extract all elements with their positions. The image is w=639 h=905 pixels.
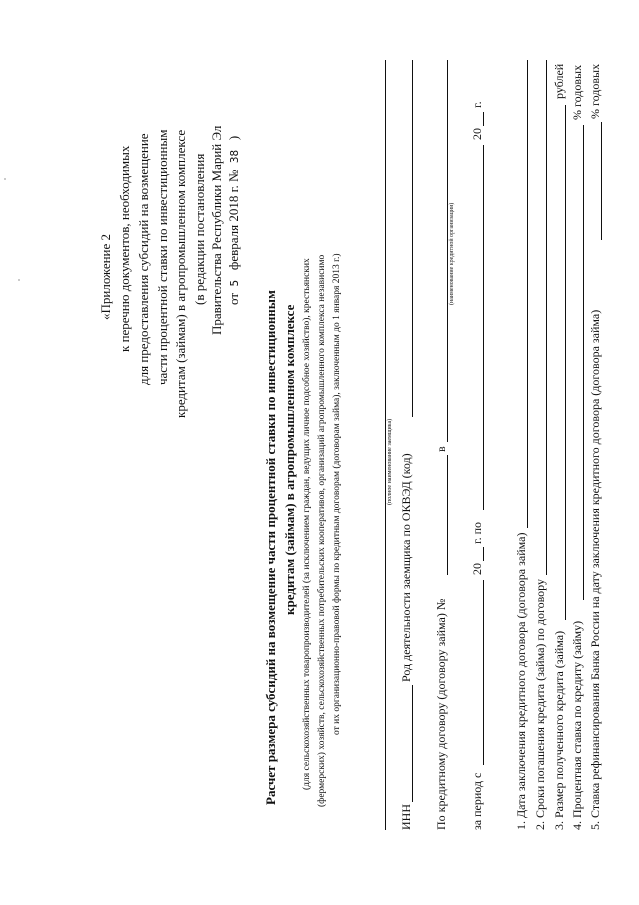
- item-1-field[interactable]: [527, 60, 528, 528]
- title-line-1: Расчет размера субсидий на возмещение части процентной ставки по инвестиционным: [263, 290, 278, 805]
- contract-number-field[interactable]: [447, 455, 448, 575]
- appendix-date-line: [226, 136, 242, 305]
- item-2-field[interactable]: [546, 60, 547, 575]
- appendix-text-line: части процентной ставки по инвестиционным: [155, 129, 170, 385]
- item-3-field[interactable]: [565, 105, 566, 620]
- item-4-field[interactable]: [583, 125, 584, 600]
- borrower-caption: (полное наименование заемщика): [387, 418, 393, 505]
- period-year-suffix: г.: [470, 101, 484, 108]
- appendix-text-line: Правительства Республики Марий Эл: [209, 125, 224, 335]
- date-prefix: от: [226, 292, 241, 305]
- item-3-unit: рублей: [552, 63, 566, 99]
- period-year-a: 20: [470, 563, 484, 575]
- period-start-field[interactable]: [483, 580, 484, 765]
- okved-label: Род деятельности заемщика по ОКВЭД (код): [399, 453, 413, 682]
- item-5-unit: % годовых: [588, 63, 602, 119]
- appendix-text-line: для предоставления субсидий на возмещение: [136, 133, 151, 385]
- subtitle-line-3: от их организационно-правовой формы по кредитным договорам (договорам займа), заключенным до 1 января 2013 г.): [332, 253, 342, 735]
- contract-label: По кредитному договору (договору займа) №: [434, 598, 448, 830]
- item-2-label: 2. Сроки погашения кредита (займа) по договору: [533, 579, 547, 830]
- date-suffix: ): [226, 135, 241, 141]
- in-label: в: [434, 446, 448, 452]
- appendix-text-line: (в редакции постановления: [192, 153, 207, 305]
- date-number: 38: [228, 149, 241, 164]
- date-month: февраля 2018 г. №: [226, 169, 241, 271]
- period-year-a-field[interactable]: [483, 547, 484, 561]
- lender-field[interactable]: [447, 60, 448, 442]
- item-1-label: 1. Дата заключения кредитного договора (договора займа): [514, 532, 528, 830]
- borrower-name-line: [385, 60, 386, 830]
- date-day: 5: [228, 279, 241, 287]
- period-to-label: г. по: [470, 522, 484, 544]
- item-5-label: 5. Ставка рефинансирования Банка России на дату заключения кредитного договора (договора займа): [588, 309, 602, 830]
- okved-field[interactable]: [412, 60, 413, 417]
- scan-speck: [18, 279, 20, 281]
- lender-caption: (наименование кредитной организации): [449, 202, 455, 305]
- appendix-text-line: к перечню документов, необходимых: [117, 145, 132, 352]
- period-year-b-field[interactable]: [483, 112, 484, 126]
- title-line-2: кредитам (займам) в агропромышленном комплексе: [282, 304, 297, 615]
- item-4-unit: % годовых: [570, 64, 584, 120]
- item-4-label: 4. Процентная ставка по кредиту (займу): [570, 620, 584, 830]
- appendix-text-line: кредитам (займам) в агропромышленном комплексе: [173, 129, 188, 418]
- subtitle-line-1: (для сельскохозяйственных товаропроизводителей (за исключением граждан, ведущих личное подсобное хозяйство), крестьянских: [302, 258, 312, 790]
- inn-label: ИНН: [399, 804, 413, 830]
- period-year-b: 20: [470, 128, 484, 140]
- scan-speck: [4, 178, 6, 180]
- appendix-title: «Приложение 2: [98, 233, 113, 320]
- subtitle-line-2: (фермерских) хозяйств, сельскохозяйственных потребительских кооперативов, организаций агропромышленного комплекса независимо: [317, 254, 327, 807]
- inn-field[interactable]: [412, 685, 413, 802]
- period-end-field[interactable]: [483, 145, 484, 510]
- item-5-field[interactable]: [601, 122, 602, 240]
- period-label: за период с: [470, 772, 484, 830]
- item-3-label: 3. Размер полученного кредита (займа): [552, 630, 566, 830]
